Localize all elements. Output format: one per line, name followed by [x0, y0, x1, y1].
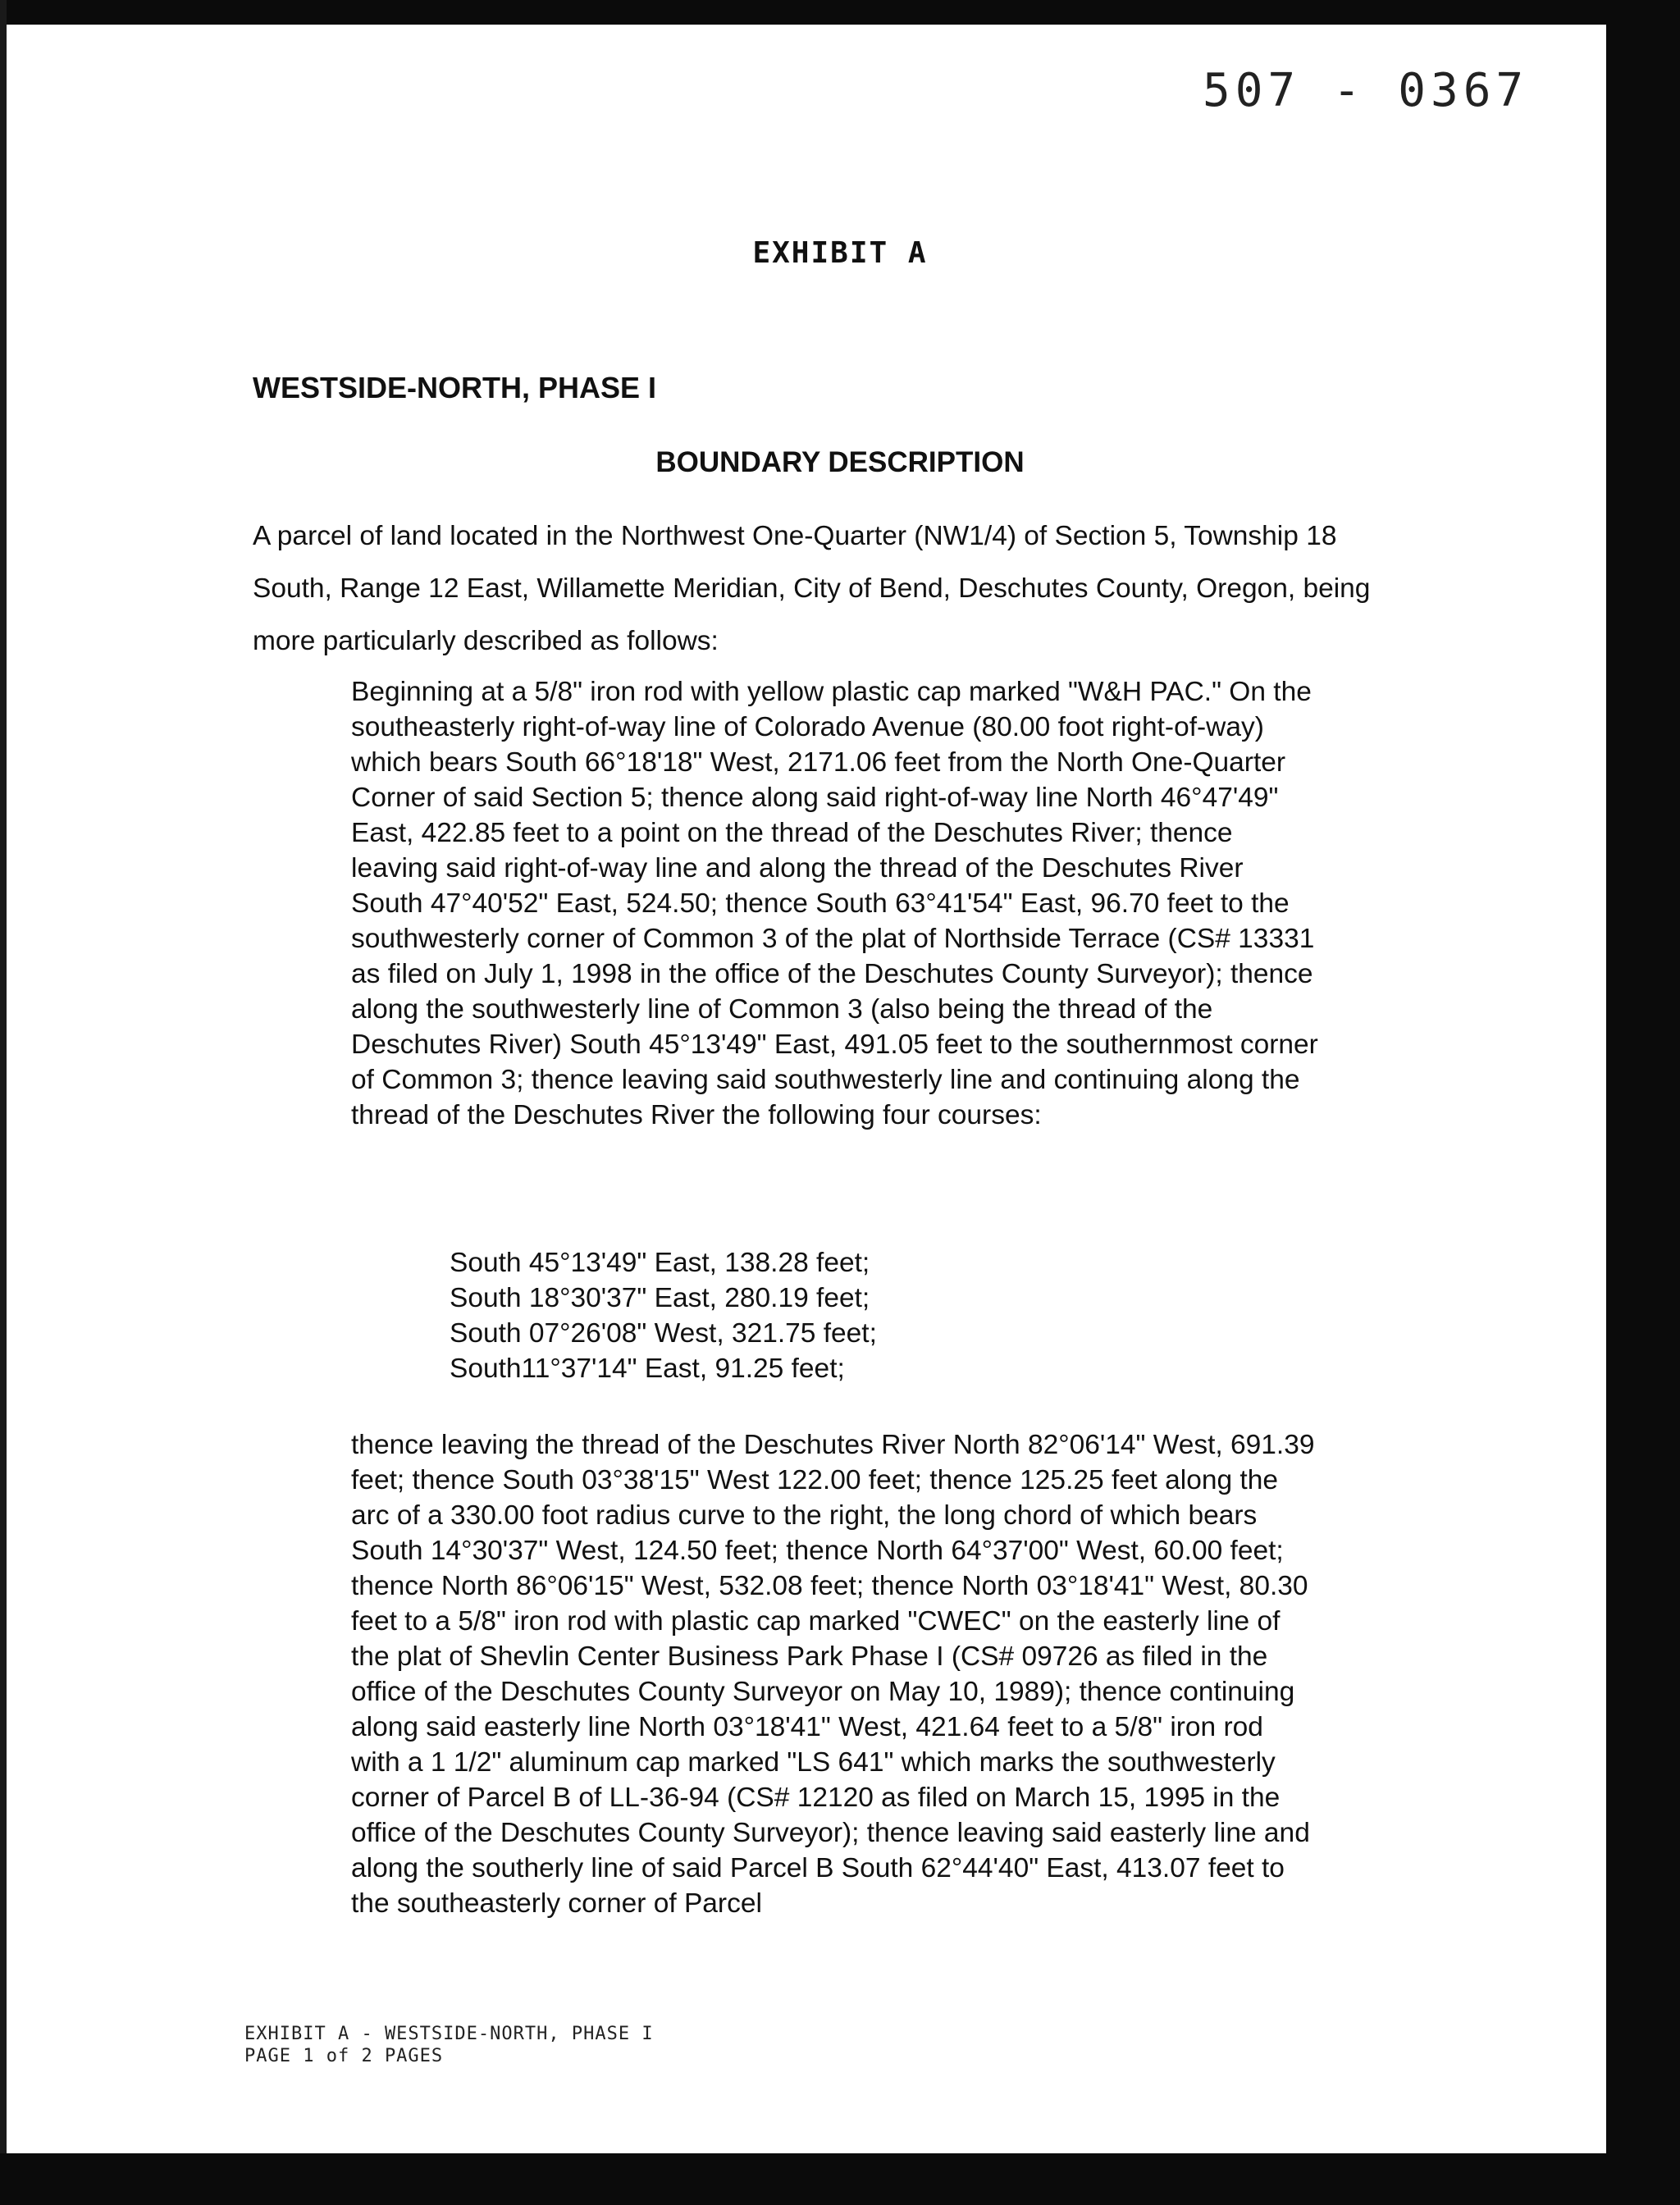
footer-page-count: PAGE 1 of 2 PAGES: [244, 2046, 444, 2066]
scan-border-left: [0, 0, 7, 2205]
course-item: South 07°26'08" West, 321.75 feet;: [450, 1318, 877, 1349]
scan-border-right: [1606, 0, 1680, 2205]
course-item: South11°37'14" East, 91.25 feet;: [450, 1354, 845, 1384]
project-title: WESTSIDE-NORTH, PHASE I: [253, 371, 657, 404]
intro-paragraph: A parcel of land located in the Northwest One-Quarter (NW1/4) of Section 5, Township 18 South, Range 12 East, Willamette Meridian, City of Bend, Deschutes County, Oregon, being more particularly described as follows:: [253, 521, 1371, 656]
footer-exhibit-label: EXHIBIT A - WESTSIDE-NORTH, PHASE I: [244, 2024, 654, 2044]
course-item: South 18°30'37" East, 280.19 feet;: [450, 1283, 870, 1313]
course-list: [450, 1245, 877, 1386]
scan-border-bottom: [0, 2153, 1680, 2205]
course-item: South 45°13'49" East, 138.28 feet;: [450, 1248, 870, 1278]
page-footer: [244, 2023, 654, 2067]
exhibit-title: EXHIBIT A: [752, 236, 928, 270]
document-number: 507 - 0367: [1203, 64, 1529, 117]
scan-border-top: [0, 0, 1680, 25]
boundary-description-part-2: thence leaving the thread of the Deschutes River North 82°06'14" West, 691.39 feet; thence South 03°38'15" West 122.00 feet; thence 125.25 feet along the arc of a 330.00 foot radius curve to the right, the long chord of which bears South 14°30'37" West, 124.50 feet; thence North 64°37'00" West, 60.00 feet; thence North 86°06'15" West, 532.08 feet; thence North 03°18'41" West, 80.30 feet to a 5/8" iron rod with plastic cap marked "CWEC" on the easterly line of the plat of Shevlin Center Business Park Phase I (CS# 09726 as filed in the office of the Deschutes County Surveyor on May 10, 1989); thence continuing along said easterly line North 03°18'41" West, 421.64 feet to a 5/8" iron rod with a 1 1/2" aluminum cap marked "LS 641" which marks the southwesterly corner of Parcel B of LL-36-94 (CS# 12120 as filed on March 15, 1995 in the office of the Deschutes County Surveyor); thence leaving said easterly line and along the southerly line of said Parcel B South 62°44'40" East, 413.07 feet to the southeasterly corner of Parcel: [351, 1430, 1315, 1919]
boundary-description-part-1: Beginning at a 5/8" iron rod with yellow plastic cap marked "W&H PAC." On the southeasterly right-of-way line of Colorado Avenue (80.00 foot right-of-way) which bears South 66°18'18" West, 2171.06 feet from the North One-Quarter Corner of said Section 5; thence along said right-of-way line North 46°47'49" East, 422.85 feet to a point on the thread of the Deschutes River; thence leaving said right-of-way line and along the thread of the Deschutes River South 47°40'52" East, 524.50; thence South 63°41'54" East, 96.70 feet to the southwesterly corner of Common 3 of the plat of Northside Terrace (CS# 13331 as filed on July 1, 1998 in the office of the Deschutes County Surveyor); thence along the southwesterly line of Common 3 (also being the thread of the Deschutes River) South 45°13'49" East, 491.05 feet to the southernmost corner of Common 3; thence leaving said southwesterly line and continuing along the thread of the Deschutes River the following four courses:: [351, 677, 1318, 1130]
section-heading: BOUNDARY DESCRIPTION: [655, 446, 1025, 478]
